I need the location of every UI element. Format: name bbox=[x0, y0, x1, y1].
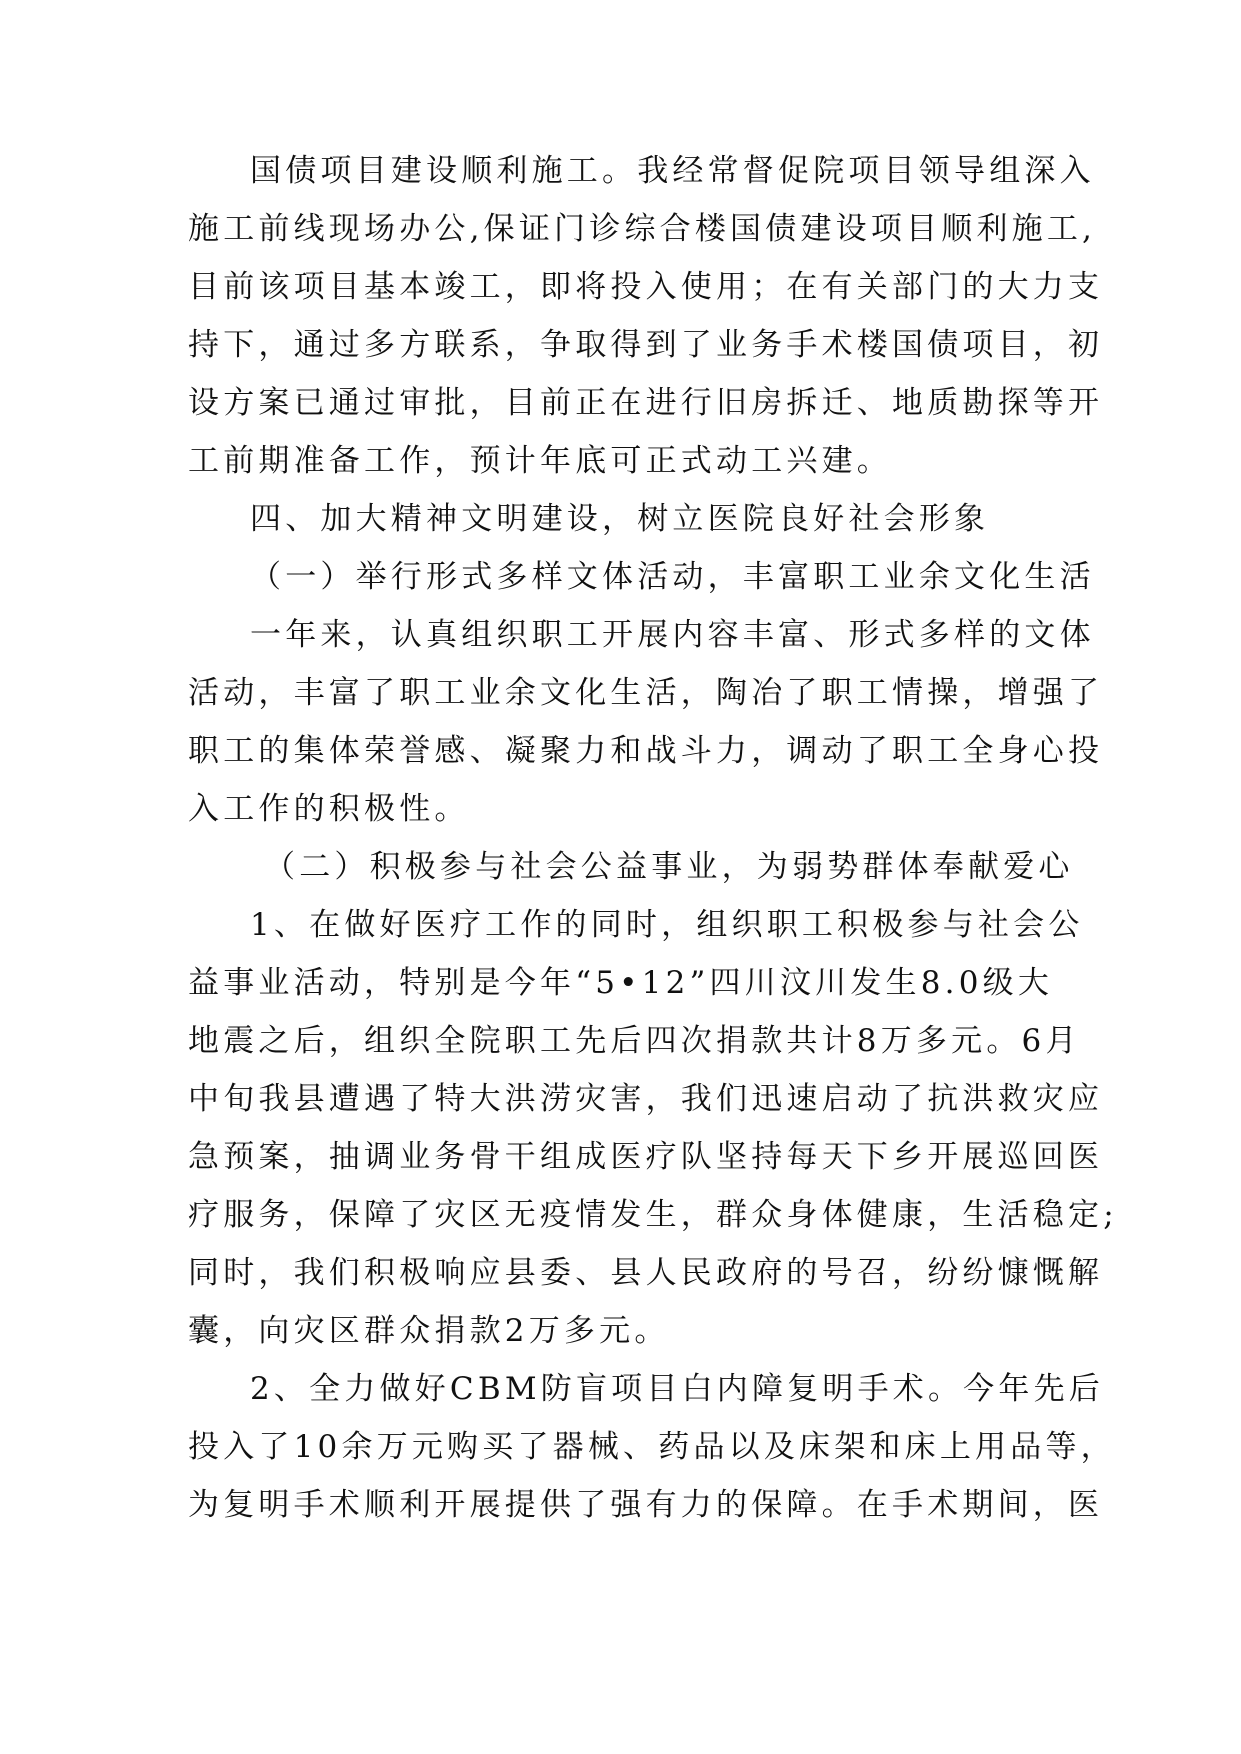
paragraph-line: 中旬我县遭遇了特大洪涝灾害，我们迅速启动了抗洪救灾应 bbox=[188, 1081, 1104, 1117]
paragraph-line: 工前期准备工作，预计年底可正式动工兴建。 bbox=[188, 443, 892, 479]
paragraph-line: 同时，我们积极响应县委、县人民政府的号召，纷纷慷慨解 bbox=[188, 1255, 1104, 1291]
paragraph-line: 投入了10余万元购买了器械、药品以及床架和床上用品等， bbox=[188, 1429, 1116, 1465]
section-heading: 四、加大精神文明建设，树立医院良好社会形象 bbox=[250, 501, 990, 537]
paragraph-line: 施工前线现场办公,保证门诊综合楼国债建设项目顺利施工, bbox=[188, 211, 1097, 247]
paragraph-line: 2、全力做好CBM防盲项目白内障复明手术。今年先后 bbox=[250, 1371, 1104, 1407]
paragraph-line: 活动，丰富了职工业余文化生活，陶冶了职工情操，增强了 bbox=[188, 675, 1104, 711]
paragraph-line: 疗服务，保障了灾区无疫情发生，群众身体健康，生活稳定; bbox=[188, 1197, 1118, 1233]
paragraph-line: 持下，通过多方联系，争取得到了业务手术楼国债项目，初 bbox=[188, 327, 1104, 363]
paragraph-line: 急预案，抽调业务骨干组成医疗队坚持每天下乡开展巡回医 bbox=[188, 1139, 1104, 1175]
paragraph-line: 职工的集体荣誉感、凝聚力和战斗力，调动了职工全身心投 bbox=[188, 733, 1104, 769]
paragraph-line: 一年来，认真组织职工开展内容丰富、形式多样的文体 bbox=[250, 617, 1095, 653]
paragraph-line: 设方案已通过审批，目前正在进行旧房拆迁、地质勘探等开 bbox=[188, 385, 1104, 421]
paragraph-line: 国债项目建设顺利施工。我经常督促院项目领导组深入 bbox=[250, 153, 1095, 189]
paragraph-line: 1、在做好医疗工作的同时，组织职工积极参与社会公 bbox=[250, 907, 1084, 943]
paragraph-line: 益事业活动，特别是今年“5•12”四川汶川发生8.0级大 bbox=[188, 965, 1054, 1001]
paragraph-line: 为复明手术顺利开展提供了强有力的保障。在手术期间，医 bbox=[188, 1487, 1104, 1523]
paragraph-line: 地震之后，组织全院职工先后四次捐款共计8万多元。6月 bbox=[188, 1023, 1081, 1059]
paragraph-line: 入工作的积极性。 bbox=[188, 791, 470, 827]
paragraph-line: 囊，向灾区群众捐款2万多元。 bbox=[188, 1313, 670, 1349]
subsection-heading: （二）积极参与社会公益事业，为弱势群体奉献爱心 bbox=[264, 849, 1074, 885]
paragraph-line: 目前该项目基本竣工，即将投入使用；在有关部门的大力支 bbox=[188, 269, 1104, 305]
subsection-heading: （一）举行形式多样文体活动，丰富职工业余文化生活 bbox=[250, 559, 1095, 595]
